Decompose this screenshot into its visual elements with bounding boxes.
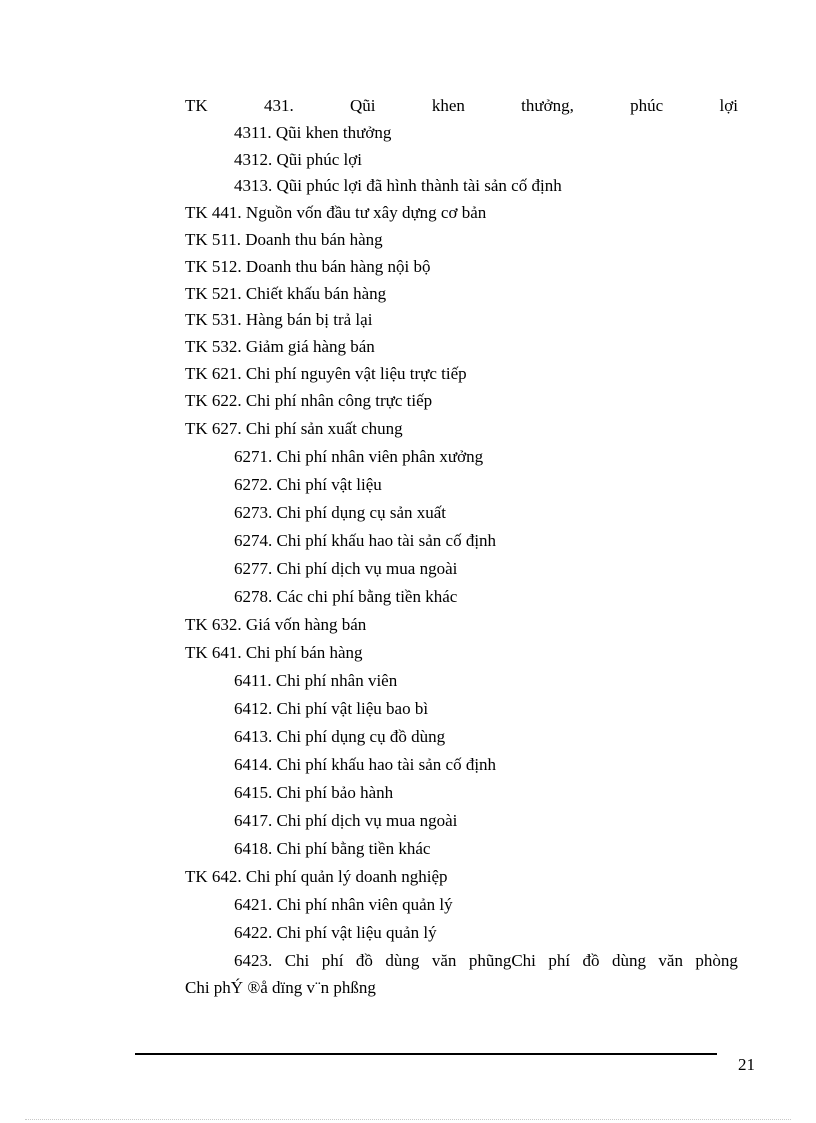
- sub-account-item: 4311. Qũi khen thưởng: [234, 122, 392, 142]
- sub-account-item: 6277. Chi phí dịch vụ mua ngoài: [234, 558, 458, 578]
- account-item: TK 441. Nguồn vốn đầu tư xây dựng cơ bản: [185, 203, 487, 223]
- heading-word: TK: [185, 96, 208, 115]
- account-item: TK 632. Giá vốn hàng bán: [185, 614, 367, 634]
- justified-word: phòng: [695, 950, 738, 970]
- heading-word: Qũi: [350, 96, 376, 115]
- garbled-continuation-line: Chi phÝ ®å dïng v¨n phßng: [185, 977, 376, 997]
- heading-word: 431.: [263, 96, 294, 115]
- justified-word: phũngChi: [468, 950, 536, 970]
- account-lines: [185, 120, 738, 947]
- sub-account-item: 6417. Chi phí dịch vụ mua ngoài: [234, 810, 458, 830]
- page-number: 21: [738, 1055, 755, 1074]
- justified-word: dùng: [385, 950, 420, 970]
- account-item: TK 511. Doanh thu bán hàng: [185, 229, 383, 249]
- justified-word: dùng: [611, 950, 646, 970]
- account-list: [185, 93, 738, 1001]
- sub-account-item: 6422. Chi phí vật liệu quản lý: [234, 922, 437, 942]
- heading-word: khen: [431, 96, 465, 115]
- justified-word: 6423.: [234, 950, 273, 970]
- sub-account-item: 6421. Chi phí nhân viên quản lý: [234, 894, 453, 914]
- footer-rule: [135, 1053, 717, 1055]
- sub-account-item: 6272. Chi phí vật liệu: [234, 474, 382, 494]
- justified-word: Chi: [284, 950, 310, 970]
- account-item: TK 531. Hàng bán bị trả lại: [185, 310, 373, 330]
- sub-account-item: 6418. Chi phí bằng tiền khác: [234, 838, 431, 858]
- account-line-6423: [185, 947, 738, 975]
- account-item: TK 641. Chi phí bán hàng: [185, 642, 363, 662]
- justified-word: đồ: [582, 950, 600, 970]
- sub-account-item: 4313. Qũi phúc lợi đã hình thành tài sản cố định: [234, 176, 562, 196]
- account-item: TK 627. Chi phí sản xuất chung: [185, 418, 403, 438]
- heading-word: phúc: [630, 96, 664, 115]
- sub-account-item: 6278. Các chi phí bằng tiền khác: [234, 586, 458, 606]
- justified-word: phí: [548, 950, 571, 970]
- sub-account-item: 6414. Chi phí khấu hao tài sản cố định: [234, 754, 497, 774]
- account-item: TK 521. Chiết khấu bán hàng: [185, 283, 387, 303]
- account-item: TK 621. Chi phí nguyên vật liệu trực tiếp: [185, 363, 467, 383]
- sub-account-item: 6273. Chi phí dụng cụ sản xuất: [234, 502, 447, 522]
- account-heading-431: [185, 93, 738, 120]
- sub-account-item: 6274. Chi phí khấu hao tài sản cố định: [234, 530, 497, 550]
- sub-account-item: 6412. Chi phí vật liệu bao bì: [234, 698, 429, 718]
- page-bottom-dotted-border: [25, 1119, 791, 1120]
- account-item: TK 512. Doanh thu bán hàng nội bộ: [185, 256, 431, 276]
- sub-account-item: 6415. Chi phí bảo hành: [234, 782, 394, 802]
- justified-word: văn: [431, 950, 457, 970]
- justified-word: đồ: [355, 950, 373, 970]
- account-item: TK 622. Chi phí nhân công trực tiếp: [185, 390, 433, 410]
- justified-word: phí: [321, 950, 344, 970]
- account-item: TK 532. Giảm giá hàng bán: [185, 337, 375, 357]
- sub-account-item: 6271. Chi phí nhân viên phân xưởng: [234, 446, 484, 466]
- account-item: TK 642. Chi phí quản lý doanh nghiệp: [185, 866, 448, 886]
- sub-account-item: 6413. Chi phí dụng cụ đồ dùng: [234, 726, 446, 746]
- heading-word: lợi: [719, 96, 738, 115]
- sub-account-item: 6411. Chi phí nhân viên: [234, 670, 398, 690]
- heading-word: thưởng,: [521, 96, 574, 115]
- sub-account-item: 4312. Qũi phúc lợi: [234, 149, 362, 169]
- justified-word: văn: [658, 950, 683, 970]
